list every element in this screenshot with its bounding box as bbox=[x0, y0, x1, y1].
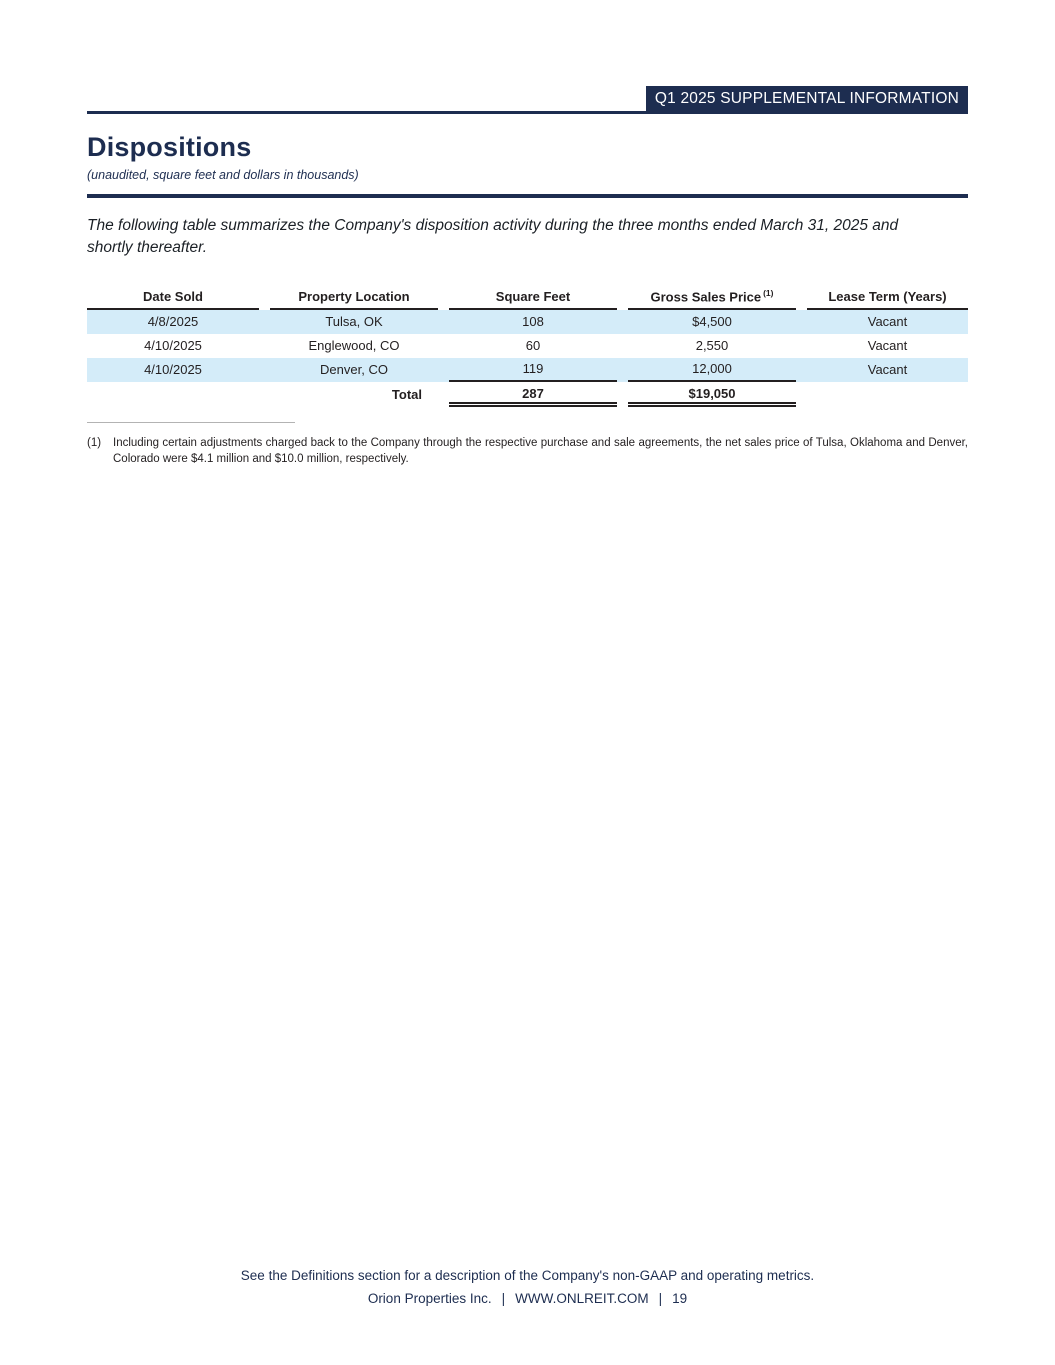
total-label: Total bbox=[391, 387, 422, 403]
total-gross-sales-price: $19,050 bbox=[628, 383, 796, 407]
page-content bbox=[87, 0, 968, 467]
table-row bbox=[87, 358, 968, 382]
cell-property-location: Tulsa, OK bbox=[325, 314, 383, 330]
column-header-property-location: Property Location bbox=[270, 289, 438, 310]
page-footer bbox=[0, 1268, 1055, 1306]
cell-property-location: Englewood, CO bbox=[308, 338, 400, 354]
footnote-reference: (1) bbox=[763, 287, 774, 298]
cell-gross-sales-price: $4,500 bbox=[692, 314, 732, 330]
definitions-note: See the Definitions section for a description of the Company's non-GAAP and operating metrics. bbox=[240, 1268, 815, 1283]
cell-date-sold: 4/8/2025 bbox=[147, 314, 199, 330]
cell-date-sold: 4/10/2025 bbox=[144, 362, 202, 378]
cell-gross-sales-price: 12,000 bbox=[628, 358, 796, 382]
page-subtitle: (unaudited, square feet and dollars in thousands) bbox=[87, 168, 359, 182]
section-divider-rule bbox=[87, 194, 968, 198]
company-name: Orion Properties Inc. bbox=[367, 1291, 492, 1306]
footnote bbox=[87, 436, 968, 467]
report-badge: Q1 2025 SUPPLEMENTAL INFORMATION bbox=[646, 86, 968, 111]
column-header-lease-term: Lease Term (Years) bbox=[807, 289, 968, 310]
cell-empty bbox=[87, 383, 259, 407]
column-header-gross-sales-price-label: Gross Sales Price bbox=[650, 289, 762, 305]
cell-lease-term: Vacant bbox=[867, 338, 908, 354]
cell-lease-term: Vacant bbox=[867, 314, 908, 330]
column-header-date-sold: Date Sold bbox=[87, 289, 259, 310]
footnote-text: Including certain adjustments charged back to the Company through the respective purchase and sale agreements, the net sales price of Tulsa, Oklahoma and Denver, Colorado were $4.1 million and $10.0 million, respectively. bbox=[113, 437, 968, 465]
total-square-feet: 287 bbox=[449, 383, 617, 407]
footer-separator: | bbox=[658, 1291, 663, 1306]
header-rule bbox=[87, 88, 968, 114]
intro-paragraph: The following table summarizes the Company's disposition activity during the three months ended March 31, 2025 and shortly thereafter. bbox=[87, 217, 899, 257]
website-url: WWW.ONLREIT.COM bbox=[515, 1291, 649, 1306]
cell-property-location: Denver, CO bbox=[320, 362, 388, 378]
cell-square-feet: 60 bbox=[525, 338, 541, 354]
table-total-row bbox=[87, 383, 968, 407]
column-header-square-feet: Square Feet bbox=[449, 289, 617, 310]
footer-identity-line bbox=[0, 1291, 1055, 1306]
table-header-row bbox=[87, 288, 968, 310]
table-row bbox=[87, 334, 968, 358]
cell-gross-sales-price: 2,550 bbox=[695, 338, 729, 354]
cell-date-sold: 4/10/2025 bbox=[144, 338, 202, 354]
cell-empty bbox=[807, 383, 968, 407]
footnote-marker: (1) bbox=[87, 437, 102, 450]
footnote-divider-rule bbox=[87, 422, 295, 423]
cell-square-feet: 108 bbox=[522, 314, 544, 330]
table-row bbox=[87, 310, 968, 334]
cell-square-feet: 119 bbox=[449, 358, 617, 382]
page-header bbox=[87, 88, 968, 198]
page-title: Dispositions bbox=[87, 132, 252, 162]
page-number: 19 bbox=[672, 1291, 688, 1306]
cell-lease-term: Vacant bbox=[867, 362, 908, 378]
footer-separator: | bbox=[501, 1291, 506, 1306]
column-header-gross-sales-price bbox=[628, 288, 796, 310]
dispositions-table bbox=[87, 288, 968, 407]
